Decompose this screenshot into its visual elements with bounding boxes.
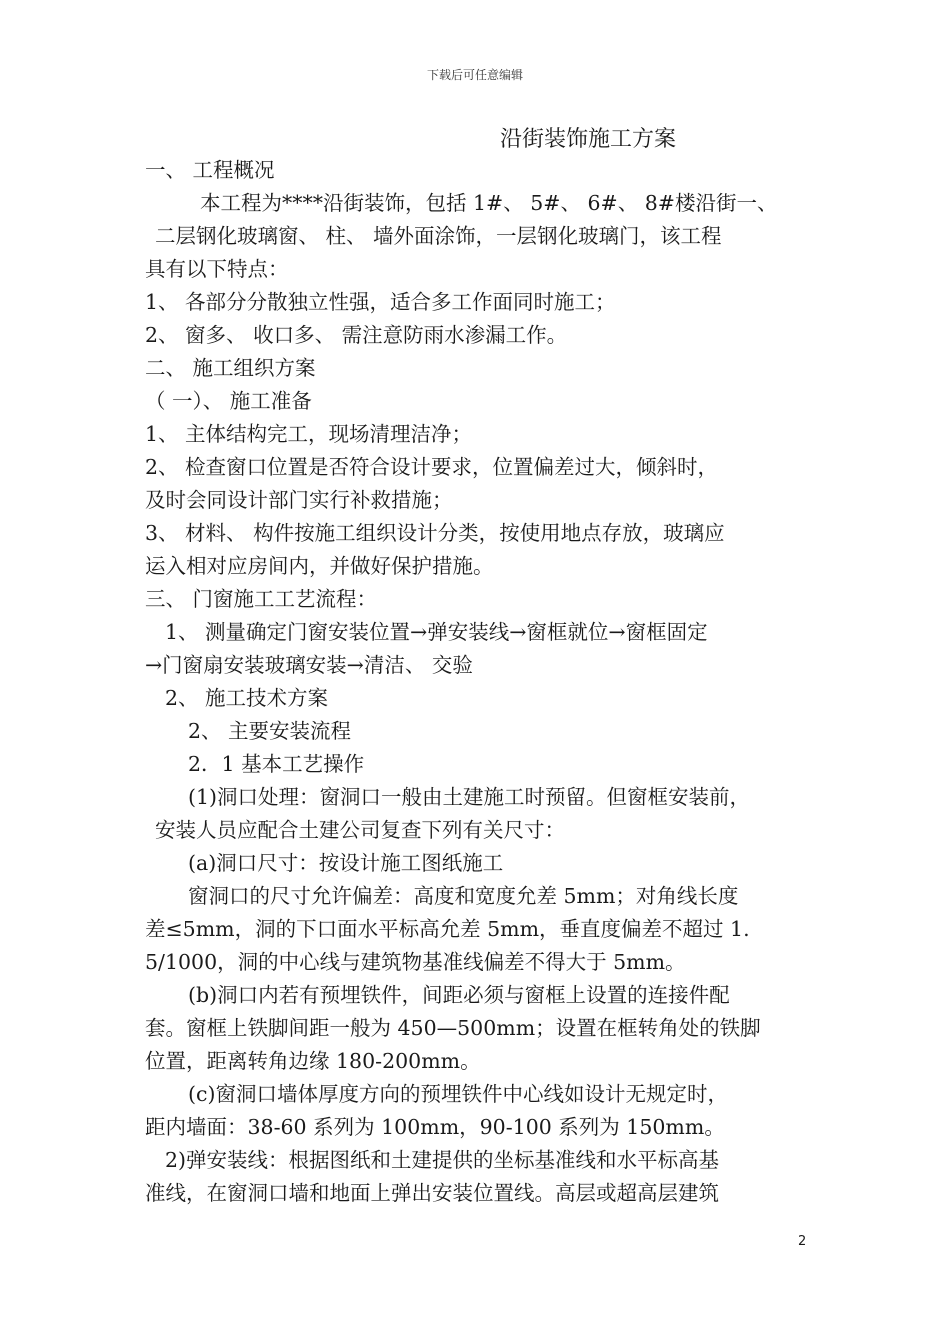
document-title: 沿街装饰施工方案 [500,127,677,152]
list-item: 2、 主要安装流程 [188,719,352,743]
paragraph-line: →门窗扇安装玻璃安装→清洁、 交验 [145,653,473,677]
list-item: 1、 主体结构完工，现场清理洁净； [145,422,473,446]
paragraph-line: 安装人员应配合土建公司复查下列有关尺寸： [155,818,565,842]
paragraph-line: 运入相对应房间内，并做好保护措施。 [145,554,494,578]
paragraph-line: 差≤5mm，洞的下口面水平标高允差 5mm，垂直度偏差不超过 1. [145,917,750,941]
paragraph-line: (a)洞口尺寸：按设计施工图纸施工 [188,851,504,875]
paragraph-line: 窗洞口的尺寸允许偏差：高度和宽度允差 5mm；对角线长度 [188,884,739,908]
paragraph-line: (c)窗洞口墙体厚度方向的预埋铁件中心线如设计无规定时， [188,1082,728,1106]
paragraph-line: 及时会同设计部门实行补救措施； [145,488,453,512]
paragraph-line: 准线，在窗洞口墙和地面上弹出安装位置线。高层或超高层建筑 [145,1181,719,1205]
section-heading: 二、 施工组织方案 [145,356,316,380]
paragraph-line: 套。窗框上铁脚间距一般为 450—500mm；设置在框转角处的铁脚 [145,1016,761,1040]
list-item: 2、 施工技术方案 [165,686,329,710]
subsection-heading: （ 一）、 施工准备 [145,389,312,413]
list-item: 2、 窗多、 收口多、 需注意防雨水渗漏工作。 [145,323,568,347]
list-item: 1、 各部分分散独立性强，适合多工作面同时施工； [145,290,616,314]
paragraph-line: 具有以下特点： [145,257,289,281]
paragraph-line: 二层钢化玻璃窗、 柱、 墙外面涂饰，一层钢化玻璃门，该工程 [155,224,722,248]
paragraph-line: 位置，距离转角边缘 180-200mm。 [145,1049,481,1073]
paragraph-line: 距内墙面：38-60 系列为 100mm，90-100 系列为 150mm。 [145,1115,725,1139]
section-heading: 一、 工程概况 [145,158,275,182]
subsection-heading: 2．1 基本工艺操作 [188,752,365,776]
list-item: 1、 测量确定门窗安装位置→弹安装线→窗框就位→窗框固定 [165,620,708,644]
paragraph-line: 5/1000，洞的中心线与建筑物基准线偏差不得大于 5mm。 [145,950,686,974]
paragraph-line: (1)洞口处理：窗洞口一般由土建施工时预留。但窗框安装前， [188,785,751,809]
page-header: 下载后可任意编辑 [426,68,523,82]
paragraph-line: 本工程为****沿街装饰，包括 1#、 5#、 6#、 8#楼沿街一、 [200,191,778,215]
section-heading: 三、 门窗施工工艺流程： [145,587,378,611]
paragraph-line: 2)弹安装线：根据图纸和土建提供的坐标基准线和水平标高基 [165,1148,720,1172]
page-number: 2 [798,1234,807,1249]
list-item: 3、 材料、 构件按施工组织设计分类，按使用地点存放，玻璃应 [145,521,725,545]
list-item: 2、 检查窗口位置是否符合设计要求，位置偏差过大，倾斜时， [145,455,719,479]
paragraph-line: (b)洞口内若有预埋铁件，间距必须与窗框上设置的连接件配 [188,983,730,1007]
